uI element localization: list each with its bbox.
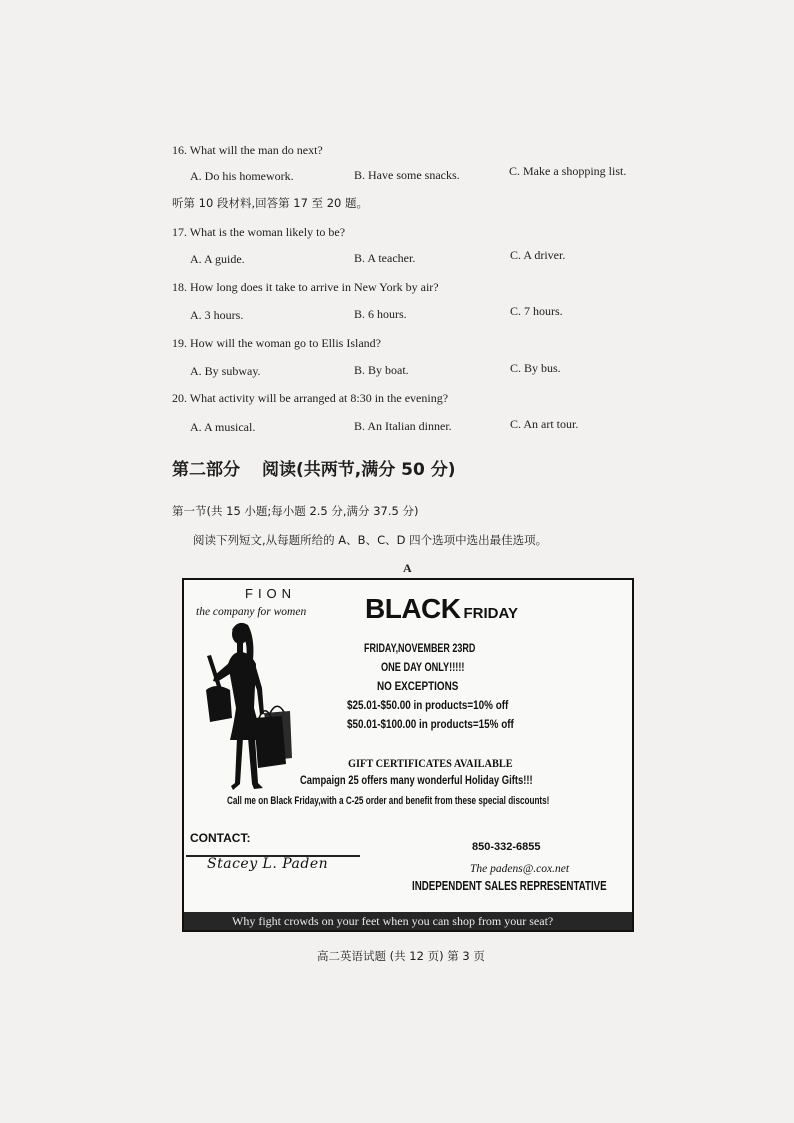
question-20-option-c: C. An art tour. [510, 417, 579, 431]
question-18-option-c: C. 7 hours. [510, 304, 563, 318]
gift-certificates: GIFT CERTIFICATES AVAILABLE [348, 756, 513, 770]
sales-rep-title: INDEPENDENT SALES REPRESENTATIVE [412, 879, 607, 893]
question-17-option-b: B. A teacher. [354, 251, 416, 265]
sale-date: FRIDAY,NOVEMBER 23RD [364, 643, 476, 655]
brand-tagline: the company for women [196, 606, 307, 618]
question-16-option-c: C. Make a shopping list. [509, 164, 627, 178]
question-17-stem: 17. What is the woman likely to be? [172, 225, 346, 239]
woman-shopper-silhouette [202, 618, 292, 794]
headline-black: BLACK [365, 593, 461, 624]
one-day-only: ONE DAY ONLY!!!!! [381, 662, 465, 674]
question-19-stem: 19. How will the woman go to Ellis Island? [172, 336, 381, 350]
question-19-option-a: A. By subway. [190, 364, 261, 378]
question-17-option-c: C. A driver. [510, 248, 566, 262]
question-20-stem: 20. What activity will be arranged at 8:30 in the evening? [172, 391, 449, 405]
headline-friday: FRIDAY [463, 605, 518, 622]
shopping-bags [254, 706, 292, 768]
passage-label: A [403, 561, 412, 575]
slogan-text: Why fight crowds on your feet when you can shop from your seat? [232, 914, 554, 928]
question-18-option-a: A. 3 hours. [190, 308, 244, 322]
discount-tier-1: $25.01-$50.00 in products=10% off [347, 700, 509, 712]
question-17-option-a: A. A guide. [190, 252, 245, 266]
question-18-option-b: B. 6 hours. [354, 307, 407, 321]
ad-headline [365, 594, 518, 629]
black-friday-ad [182, 578, 634, 932]
page-footer: 高二英语试题 (共 12 页) 第 3 页 [317, 949, 485, 963]
contact-signature: Stacey L. Paden [207, 856, 329, 872]
question-20-option-a: A. A musical. [190, 420, 256, 434]
question-19-option-c: C. By bus. [510, 361, 561, 375]
contact-phone: 850-332-6855 [472, 841, 541, 853]
question-16-option-a: A. Do his homework. [190, 169, 294, 183]
reading-directions: 阅读下列短文,从每题所给的 A、B、C、D 四个选项中选出最佳选项。 [193, 533, 548, 547]
contact-label: CONTACT: [190, 831, 251, 845]
campaign-text: Campaign 25 offers many wonderful Holiday Gifts!!! [300, 775, 533, 787]
call-to-action: Call me on Black Friday,with a C-25 order and benefit from these special discounts! [227, 795, 550, 807]
question-20-option-b: B. An Italian dinner. [354, 419, 452, 433]
listening-instruction: 听第 10 段材料,回答第 17 至 20 题。 [172, 196, 368, 210]
discount-tier-2: $50.01-$100.00 in products=15% off [347, 719, 514, 731]
slogan-bar [184, 912, 632, 930]
section-title: 第一节(共 15 小题;每小题 2.5 分,满分 37.5 分) [172, 504, 419, 518]
contact-email: The padens@.cox.net [470, 863, 570, 875]
question-16-stem: 16. What will the man do next? [172, 143, 323, 157]
question-16-option-b: B. Have some snacks. [354, 168, 460, 182]
part-title: 阅读(共两节,满分 50 分) [262, 460, 456, 480]
question-19-option-b: B. By boat. [354, 363, 409, 377]
brand-name: FION [245, 586, 297, 601]
no-exceptions: NO EXCEPTIONS [377, 681, 459, 693]
question-18-stem: 18. How long does it take to arrive in New York by air? [172, 280, 439, 294]
part-label: 第二部分 [172, 460, 240, 480]
